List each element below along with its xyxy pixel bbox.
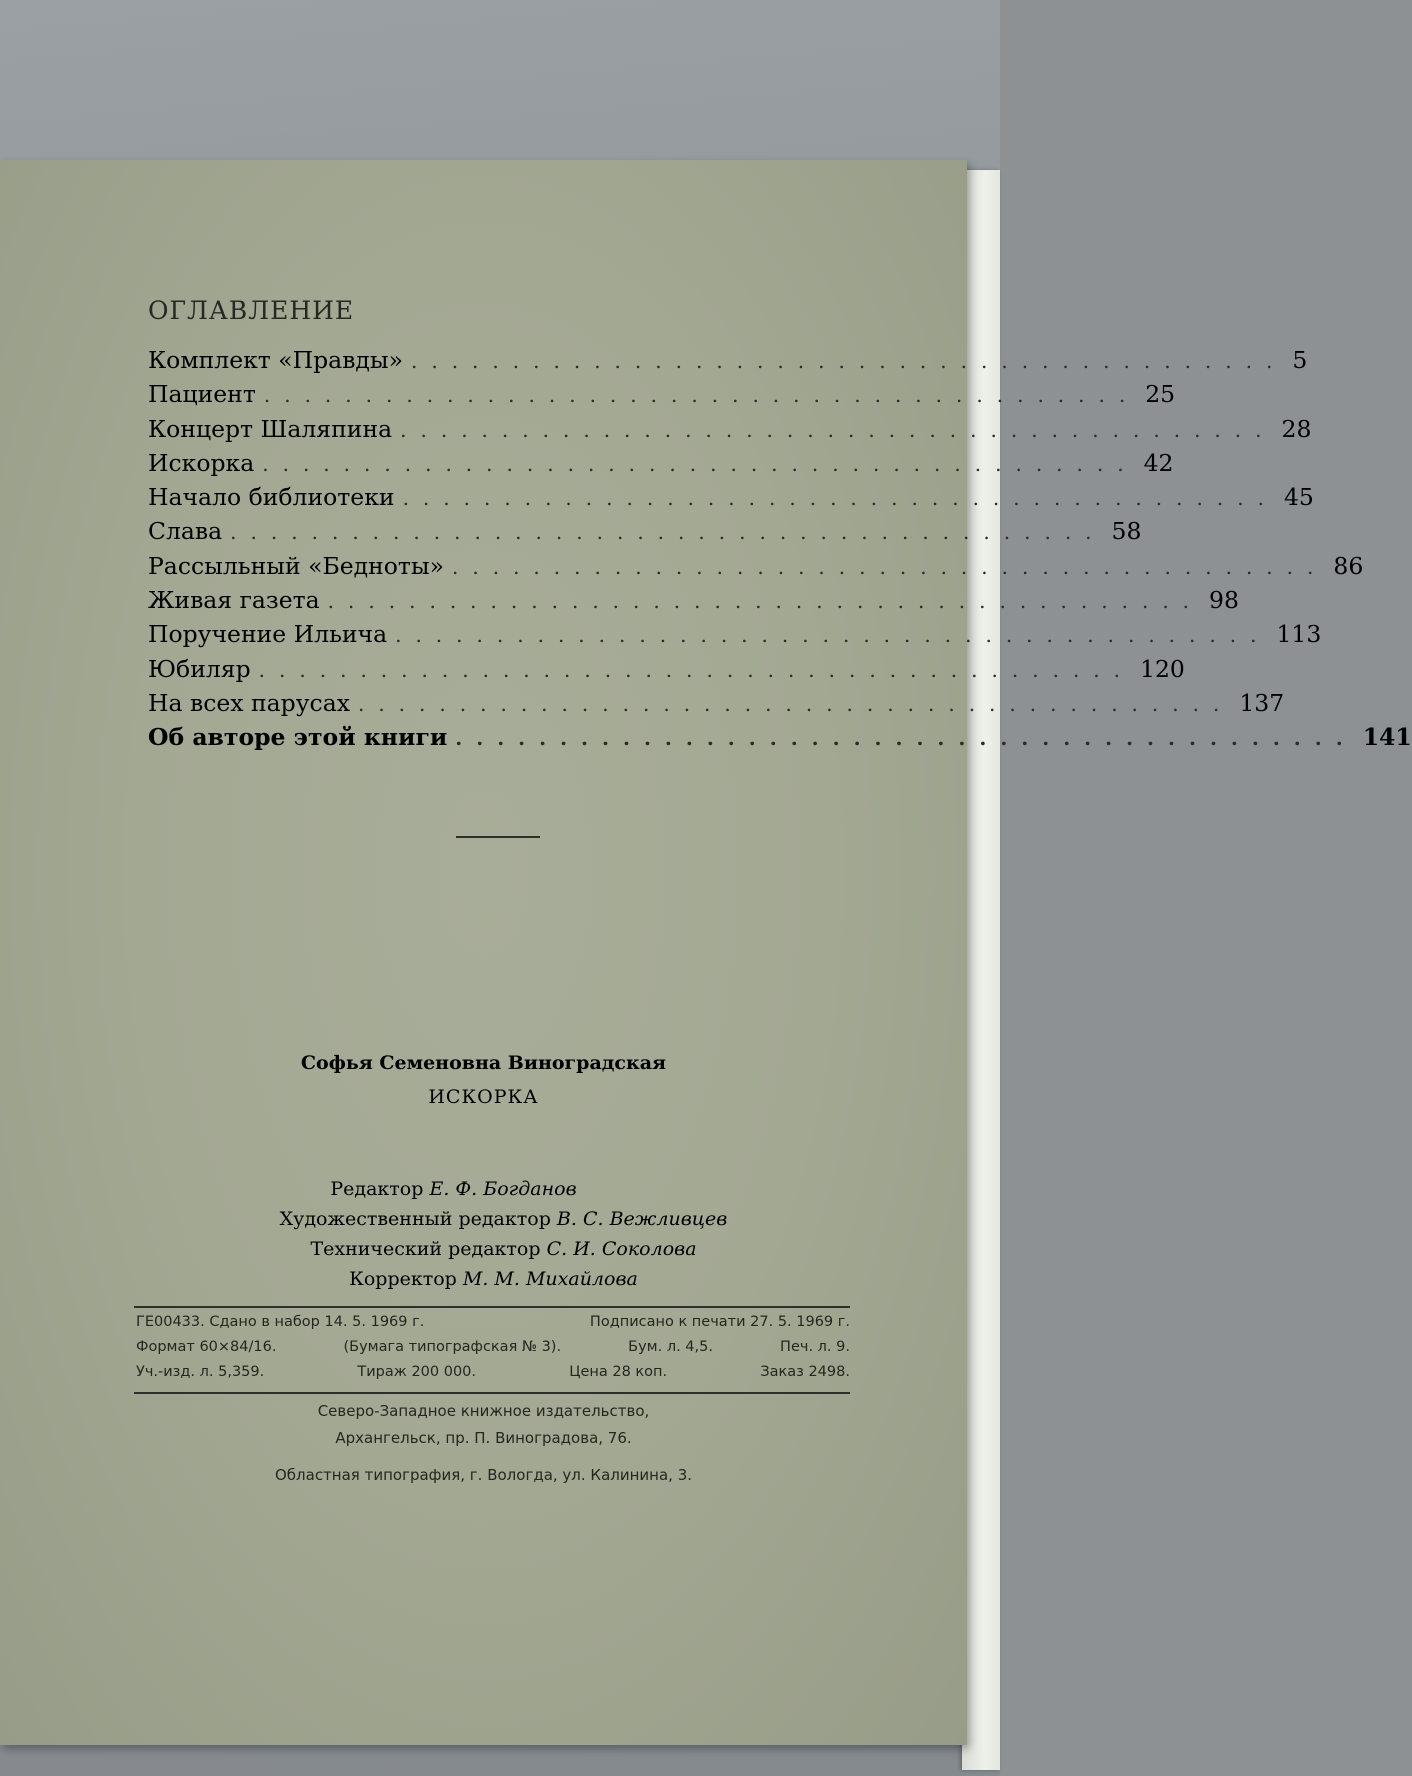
toc-entry-title: Искорка	[148, 448, 255, 477]
toc-entry	[148, 517, 1142, 551]
toc-entry	[148, 723, 1412, 757]
toc-entry	[148, 551, 1364, 586]
toc-entry	[148, 483, 1314, 517]
toc-leader-dots: ...........................................	[327, 589, 1204, 614]
credits-list	[0, 1178, 967, 1298]
toc-entry	[148, 620, 1322, 654]
credit-role: Корректор	[349, 1268, 457, 1290]
imprint-cell: Тираж 200 000.	[357, 1364, 477, 1380]
credit-role: Технический редактор	[310, 1238, 541, 1260]
toc-entry-page: 141	[1362, 723, 1412, 752]
toc-entry-page: 42	[1143, 448, 1174, 477]
toc-entry-page: 25	[1145, 380, 1176, 409]
toc-entry-page: 98	[1209, 586, 1239, 615]
credit-person: В. С. Вежливцев	[556, 1208, 728, 1230]
imprint-block	[136, 1314, 850, 1389]
imprint-cell: Уч.-изд. л. 5,359.	[136, 1364, 265, 1380]
section-divider	[456, 836, 540, 838]
imprint-cell: Формат 60×84/16.	[136, 1339, 277, 1355]
imprint-cell: ГЕ00433. Сдано в набор 14. 5. 1969 г.	[136, 1314, 425, 1330]
toc-leader-dots: ...........................................	[357, 691, 1234, 716]
imprint-cell: Печ. л. 9.	[780, 1339, 850, 1355]
imprint-row	[136, 1314, 850, 1339]
credit-line	[0, 1238, 967, 1268]
imprint-cell: (Бумага типографская № 3).	[343, 1339, 562, 1355]
toc-leader-dots: ...........................................	[402, 486, 1278, 511]
toc-entry	[148, 380, 1176, 414]
toc-entry-title: Комплект «Правды»	[148, 346, 403, 374]
credit-person: М. М. Михайлова	[462, 1268, 638, 1290]
toc-leader-dots: ...........................................	[452, 554, 1328, 579]
toc-leader-dots: ...........................................	[262, 451, 1138, 476]
toc-entry-page: 137	[1239, 688, 1285, 717]
printer-line: Областная типография, г. Вологда, ул. Калинина, 3.	[274, 1466, 693, 1484]
author-name: Софья Семеновна Виноградская	[300, 1052, 667, 1074]
toc-entry	[148, 346, 1308, 380]
credit-line	[0, 1208, 967, 1238]
toc-entry-title: Начало библиотеки	[148, 483, 395, 512]
toc-leader-dots: ...........................................	[455, 726, 1357, 751]
toc-leader-dots: ...........................................	[230, 520, 1106, 545]
toc-entry	[148, 448, 1174, 483]
toc-entry-title: На всех парусах	[148, 688, 350, 717]
toc-entry-title: Поручение Ильича	[148, 620, 388, 649]
publisher-block	[0, 1402, 967, 1493]
toc-list	[148, 346, 1412, 758]
toc-entry	[148, 688, 1285, 723]
credit-line	[0, 1178, 967, 1208]
toc-entry-title: Об авторе этой книги	[148, 723, 448, 752]
toc-entry-page: 86	[1333, 551, 1364, 580]
imprint-cell: Бум. л. 4,5.	[628, 1339, 713, 1355]
imprint-row	[136, 1339, 850, 1364]
facing-page-edge	[962, 170, 1000, 1770]
credit-line	[0, 1268, 967, 1298]
toc-entry-title: Юбиляр	[148, 654, 251, 683]
imprint-top-rule	[134, 1306, 850, 1308]
toc-entry-page: 45	[1283, 483, 1314, 512]
publisher-line: Архангельск, пр. П. Виноградова, 76.	[335, 1429, 632, 1447]
toc-leader-dots: ...........................................	[263, 383, 1140, 408]
toc-leader-dots: ...........................................	[395, 623, 1271, 648]
toc-entry	[148, 654, 1185, 689]
toc-entry-title: Рассыльный «Бедноты»	[148, 551, 444, 580]
toc-leader-dots: ...........................................	[400, 417, 1276, 442]
toc-entry-title: Концерт Шаляпина	[148, 414, 393, 443]
toc-entry	[148, 414, 1312, 449]
credit-person: Е. Ф. Богданов	[429, 1178, 577, 1200]
publisher-line: Северо-Западное книжное издательство,	[317, 1402, 650, 1420]
credit-person: С. И. Соколова	[546, 1238, 697, 1260]
imprint-cell: Подписано к печати 27. 5. 1969 г.	[589, 1314, 850, 1330]
imprint-bottom-rule	[134, 1392, 850, 1394]
toc-leader-dots: ...........................................	[410, 349, 1287, 373]
toc-title: ОГЛАВЛЕНИЕ	[148, 296, 355, 325]
toc-entry-title: Слава	[148, 517, 223, 546]
imprint-row	[136, 1364, 850, 1389]
book-title: ИСКОРКА	[428, 1086, 539, 1108]
toc-entry-page: 113	[1276, 620, 1322, 649]
imprint-cell: Цена 28 коп.	[569, 1364, 668, 1380]
toc-entry-page: 5	[1292, 346, 1308, 374]
credit-role: Художественный редактор	[279, 1208, 551, 1230]
toc-entry-title: Живая газета	[148, 586, 320, 615]
toc-entry-page: 28	[1281, 414, 1312, 443]
toc-entry-title: Пациент	[148, 380, 256, 409]
toc-entry-page: 58	[1111, 517, 1142, 546]
credit-role: Редактор	[330, 1178, 424, 1200]
toc-entry-page: 120	[1140, 654, 1185, 683]
toc-entry	[148, 586, 1239, 620]
toc-leader-dots: ...........................................	[258, 657, 1135, 682]
imprint-cell: Заказ 2498.	[760, 1364, 850, 1380]
